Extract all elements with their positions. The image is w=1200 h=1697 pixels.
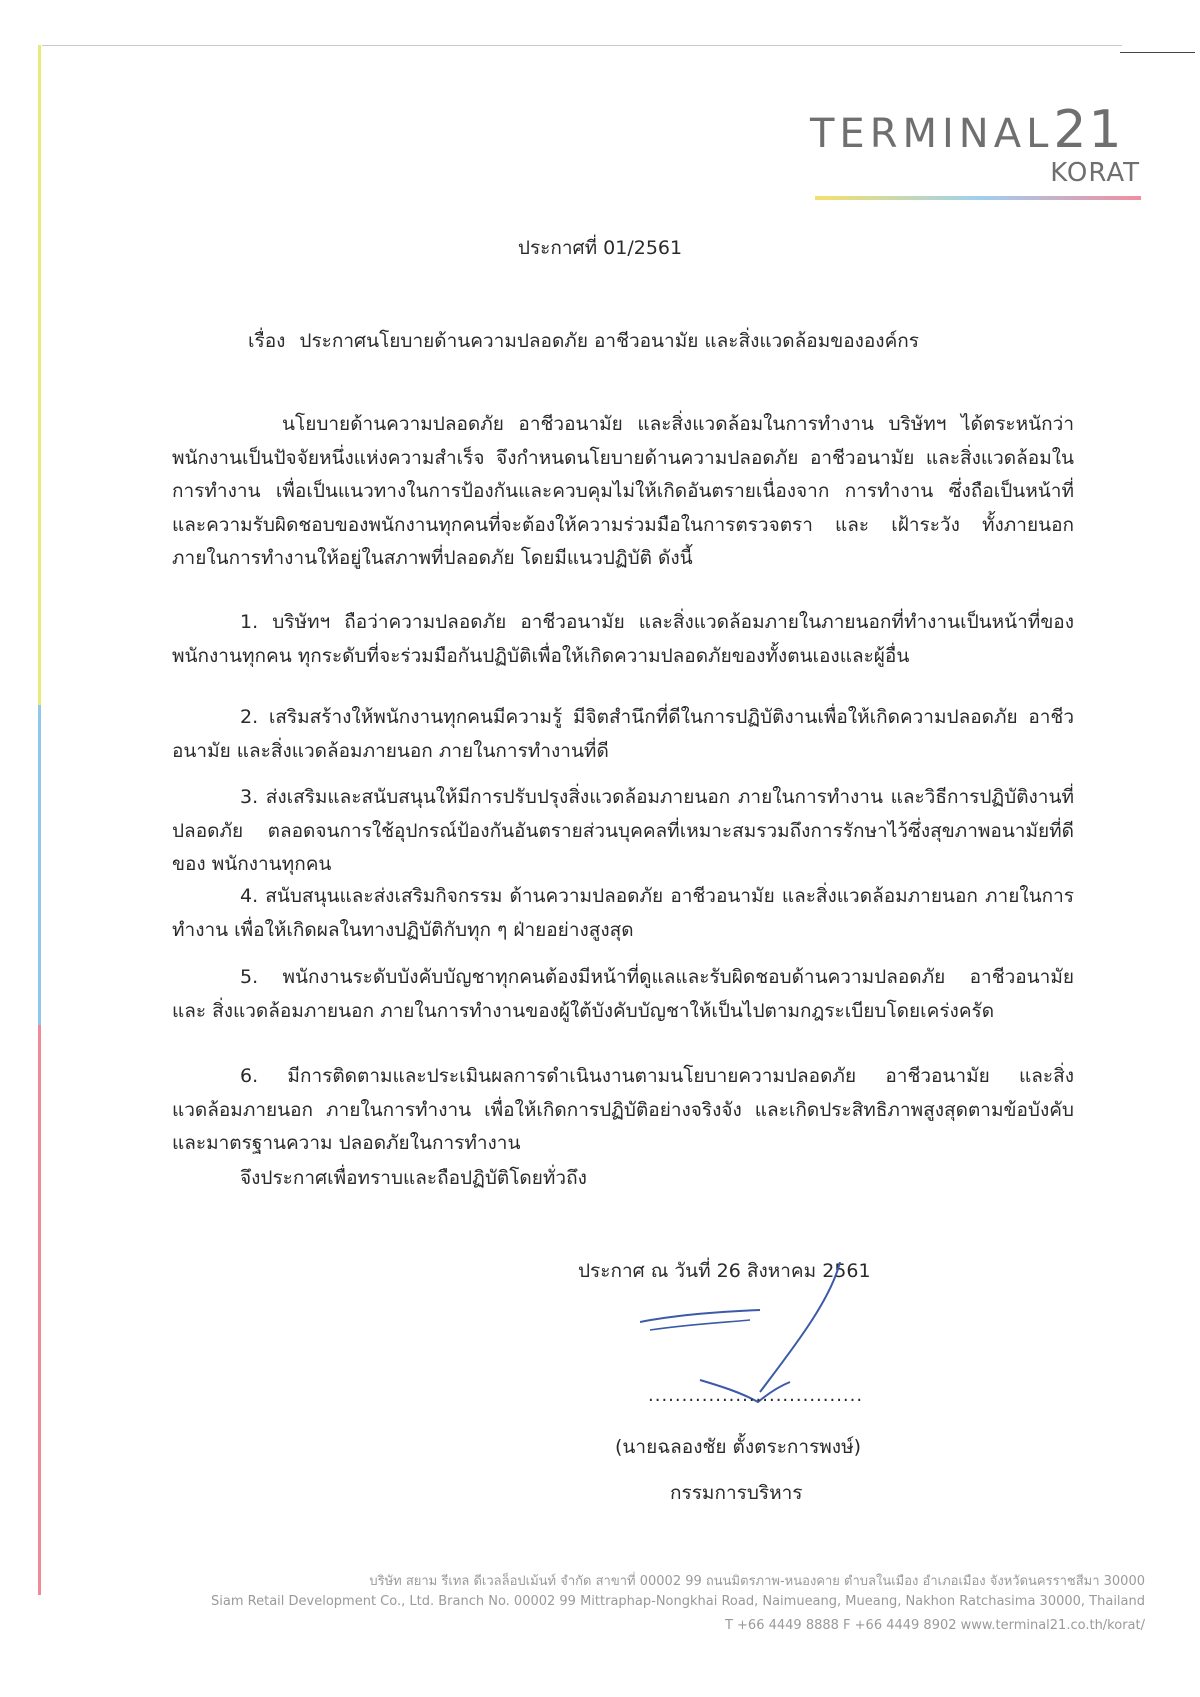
- footer-contact: T +66 4449 8888 F +66 4449 8902 www.terminal21.co.th/korat/: [724, 1618, 1145, 1633]
- logo-main: [810, 100, 1124, 160]
- policy-item-1: 1. บริษัทฯ ถือว่าความปลอดภัย อาชีวอนามัย และสิ่งแวดล้อมภายในภายนอกที่ทำงานเป็นหน้าที่ของพนักงานทุกคน ทุกระดับที่จะร่วมมือกันปฏิบัติเพื่อให้เกิดความปลอดภัยของทั้งตนเองและผู้อื่น: [172, 611, 1074, 667]
- policy-item-4: 4. สนับสนุนและส่งเสริมกิจกรรม ด้านความปลอดภัย อาชีวอนามัย และสิ่งแวดล้อมภายนอก ภายในการทำงาน เพื่อให้เกิดผลในทางปฏิบัติกับทุก ๆ ฝ่ายอย่างสูงสุด: [172, 885, 1074, 941]
- signature-dots: ................................: [648, 1385, 864, 1406]
- logo-sub: KORAT: [1050, 158, 1140, 188]
- policy-item-3: 3. ส่งเสริมและสนับสนุนให้มีการปรับปรุงสิ่งแวดล้อมภายนอก ภายในการทำงาน และวิธีการปฏิบัติงานที่ปลอดภัย ตลอดจนการใช้อุปกรณ์ป้องกันอันตรายส่วนบุคคลที่เหมาะสมรวมถึงการรักษาไว้ซึ่งสุขภาพอนามัยที่ดีของ พนักงานทุกคน: [172, 786, 1074, 875]
- logo-color-bar: [815, 196, 1141, 200]
- edge-strip-blue: [38, 705, 41, 1025]
- footer-address-english: Siam Retail Development Co., Ltd. Branch No. 00002 99 Mittraphap-Nongkhai Road, Naimueang, Mueang, Nakhon Ratchasima 30000, Thailand: [211, 1594, 1145, 1609]
- signer-title: กรรมการบริหาร: [670, 1482, 803, 1504]
- policy-item-2: 2. เสริมสร้างให้พนักงานทุกคนมีความรู้ มีจิตสำนึกที่ดีในการปฏิบัติงานเพื่อให้เกิดความปลอดภัย อาชีวอนามัย และสิ่งแวดล้อมภายนอก ภายในการทำงานที่ดี: [172, 706, 1074, 762]
- policy-item-6: 6. มีการติดตามและประเมินผลการดำเนินงานตามนโยบายความปลอดภัย อาชีวอนามัย และสิ่งแวดล้อมภายนอก ภายในการทำงาน เพื่อให้เกิดการปฏิบัติอย่างจริงจัง และเกิดประสิทธิภาพสูงสุดตามข้อบังคับ และมาตรฐานความ ปลอดภัยในการทำงาน: [172, 1065, 1074, 1154]
- intro-paragraph: นโยบายด้านความปลอดภัย อาชีวอนามัย และสิ่งแวดล้อมในการทำงาน บริษัทฯ ได้ตระหนักว่าพนักงานเป็นปัจจัยหนึ่งแห่งความสำเร็จ จึงกำหนดนโยบายด้านความปลอดภัย อาชีวอนามัย และสิ่งแวดล้อมในการทำงาน เพื่อเป็นแนวทางในการป้องกันและควบคุมไม่ให้เกิดอันตรายเนื่องจาก การทำงาน ซึ่งถือเป็นหน้าที่และความรับผิดชอบของพนักงานทุกคนที่จะต้องให้ความร่วมมือในการตรวจตรา และ เฝ้าระวัง ทั้งภายนอก ภายในการทำงานให้อยู่ในสภาพที่ปลอดภัย โดยมีแนวปฏิบัติ ดังนี้: [172, 413, 1074, 569]
- closing-statement: จึงประกาศเพื่อทราบและถือปฏิบัติโดยทั่วถึง: [240, 1167, 587, 1189]
- edge-strip-pink: [38, 1025, 41, 1595]
- subject-label: เรื่อง: [248, 330, 286, 352]
- announcement-date: ประกาศ ณ วันที่ 26 สิงหาคม 2561: [578, 1260, 871, 1282]
- signer-name: (นายฉลองชัย ตั้งตระการพงษ์): [615, 1436, 862, 1458]
- announcement-number: ประกาศที่ 01/2561: [517, 237, 683, 259]
- top-rule-right: [1120, 52, 1195, 53]
- policy-item-5: 5. พนักงานระดับบังคับบัญชาทุกคนต้องมีหน้าที่ดูแลและรับผิดชอบด้านความปลอดภัย อาชีวอนามัย และ สิ่งแวดล้อมภายนอก ภายในการทำงานของผู้ใต้บังคับบัญชาให้เป็นไปตามกฎระเบียบโดยเคร่งครัด: [172, 966, 1074, 1022]
- subject-text: ประกาศนโยบายด้านความปลอดภัย อาชีวอนามัย และสิ่งแวดล้อมขององค์กร: [299, 330, 919, 352]
- subject-line: [248, 326, 919, 356]
- edge-strip-yellow: [38, 45, 41, 705]
- logo-number: 21: [1053, 100, 1124, 160]
- terminal21-logo: [810, 100, 1150, 210]
- top-rule: [42, 45, 1122, 46]
- logo-main-text: TERMINAL: [810, 111, 1054, 157]
- footer-address-thai: บริษัท สยาม รีเทล ดีเวลล็อปเม้นท์ จำกัด สาขาที่ 00002 99 ถนนมิตรภาพ-หนองคาย ตำบลในเมือง อำเภอเมือง จังหวัดนครราชสีมา 30000: [369, 1574, 1145, 1589]
